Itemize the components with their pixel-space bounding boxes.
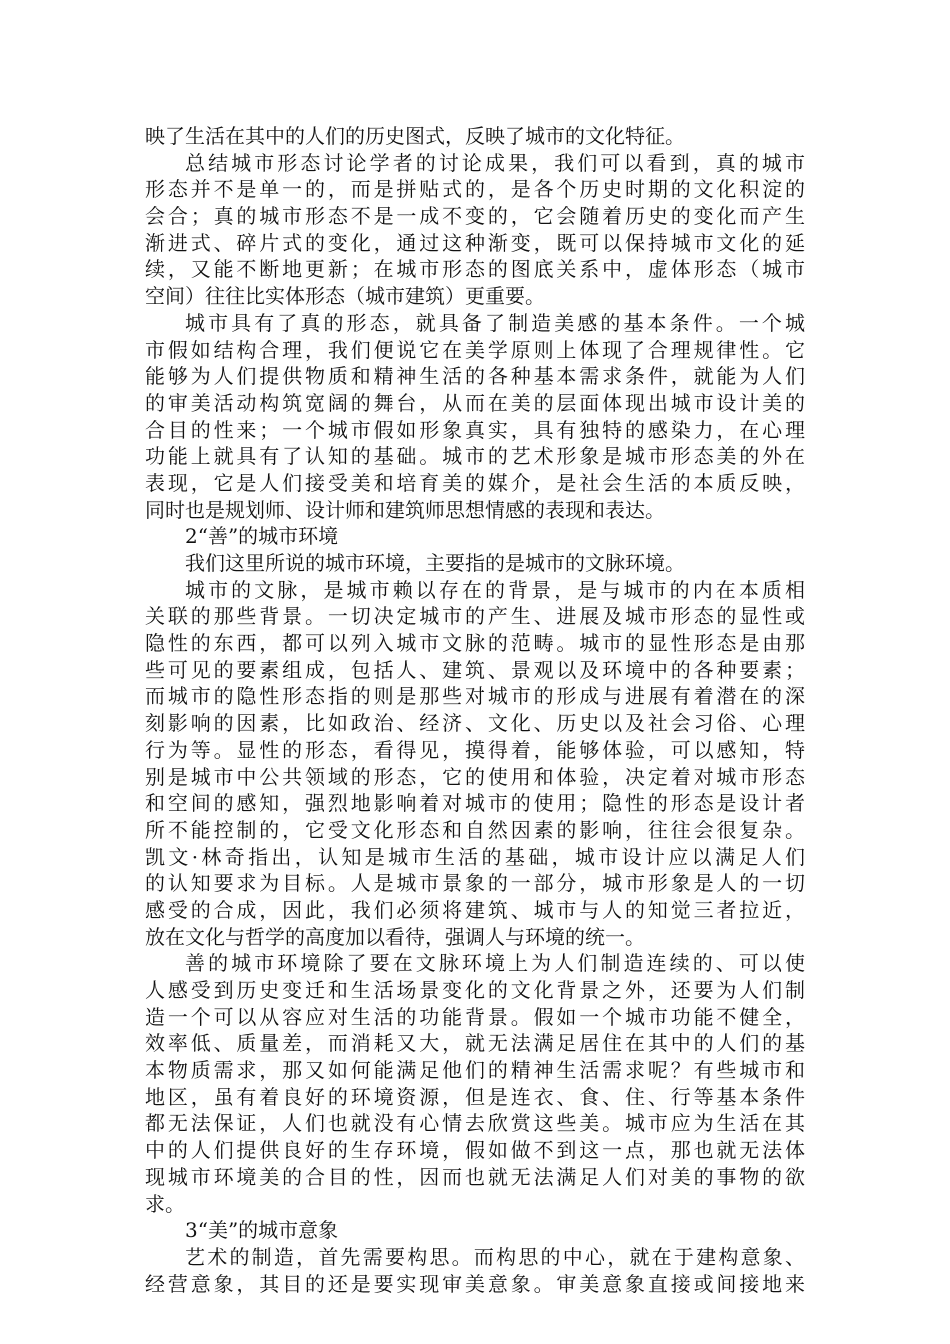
text-line: 映了生活在其中的人们的历史图式，反映了城市的文化特征。 xyxy=(145,124,685,148)
text-line: 城市的文脉，是城市赖以存在的背景，是与城市的内在本质相 xyxy=(185,577,805,602)
text-line: 形态并不是单一的，而是拼贴式的，是各个历史时期的文化积淀的 xyxy=(145,177,805,202)
text-line: 总结城市形态讨论学者的讨论成果，我们可以看到，真的城市 xyxy=(185,150,805,175)
text-line: 中的人们提供良好的生存环境，假如做不到这一点，那也就无法体 xyxy=(145,1138,805,1163)
body-text xyxy=(145,123,805,1297)
text-line: 续，又能不断地更新；在城市形态的图底关系中，虚体形态（城市 xyxy=(145,257,805,282)
text-line: 凯文·林奇指出，认知是城市生活的基础，城市设计应以满足人们 xyxy=(145,844,805,869)
text-line: 艺术的制造，首先需要构思。而构思的中心，就在于建构意象、 xyxy=(185,1244,805,1269)
text-line: 地区，虽有着良好的环境资源，但是连衣、食、住、行等基本条件 xyxy=(145,1084,805,1109)
text-line: 人感受到历史变迁和生活场景变化的文化背景之外，还要为人们制 xyxy=(145,978,805,1002)
text-line: 会合；真的城市形态不是一成不变的，它会随着历史的变化而产生 xyxy=(145,204,805,229)
text-line: 和空间的感知，强烈地影响着对城市的使用；隐性的形态是设计者 xyxy=(145,791,805,816)
text-line: 隐性的东西，都可以列入城市文脉的范畴。城市的显性形态是由那 xyxy=(145,631,805,656)
text-line: 求。 xyxy=(145,1191,185,1216)
text-line: 放在文化与哲学的高度加以看待，强调人与环境的统一。 xyxy=(145,924,645,949)
text-line: 空间）往往比实体形态（城市建筑）更重要。 xyxy=(145,284,545,309)
section-heading-line: 3“美”的城市意象 xyxy=(185,1218,339,1243)
text-line: 渐进式、碎片式的变化，通过这种渐变，既可以保持城市文化的延 xyxy=(145,230,805,255)
text-line: 行为等。显性的形态，看得见，摸得着，能够体验，可以感知，特 xyxy=(145,737,805,762)
text-line: 造一个可以从容应对生活的功能背景。假如一个城市功能不健全， xyxy=(145,1004,805,1029)
text-line: 善的城市环境除了要在文脉环境上为人们制造连续的、可以使 xyxy=(185,951,805,976)
section-heading-line: 我们这里所说的城市环境，主要指的是城市的文脉环境。 xyxy=(185,551,685,575)
text-line: 都无法保证，人们也就没有心情去欣赏这些美。城市应为生活在其 xyxy=(145,1111,805,1136)
text-line: 别是城市中公共领域的形态，它的使用和体验，决定着对城市形态 xyxy=(145,764,805,789)
text-line: 些可见的要素组成，包括人、建筑、景观以及环境中的各种要素； xyxy=(145,657,805,682)
text-line: 所不能控制的，它受文化形态和自然因素的影响，往往会很复杂。 xyxy=(145,817,805,842)
text-line: 合目的性来；一个城市假如形象真实，具有独特的感染力，在心理 xyxy=(145,417,805,442)
text-line: 表现，它是人们接受美和培育美的媒介，是社会生活的本质反映， xyxy=(145,470,805,495)
text-line: 而城市的隐性形态指的则是那些对城市的形成与进展有着潜在的深 xyxy=(145,684,805,709)
text-line: 市假如结构合理，我们便说它在美学原则上体现了合理规律性。它 xyxy=(145,337,805,362)
section-heading-line: 2“善”的城市环境 xyxy=(185,524,339,549)
text-line: 功能上就具有了认知的基础。城市的艺术形象是城市形态美的外在 xyxy=(145,444,805,469)
text-line: 经营意象，其目的还是要实现审美意象。审美意象直接或间接地来 xyxy=(145,1271,805,1296)
text-line: 现城市环境美的合目的性，因而也就无法满足人们对美的事物的欲 xyxy=(145,1164,805,1189)
text-line: 能够为人们提供物质和精神生活的各种基本需求条件，就能为人们 xyxy=(145,364,805,389)
text-line: 效率低、质量差，而消耗又大，就无法满足居住在其中的人们的基 xyxy=(145,1031,805,1056)
text-line: 刻影响的因素，比如政治、经济、文化、历史以及社会习俗、心理 xyxy=(145,711,805,736)
text-line: 感受的合成，因此，我们必须将建筑、城市与人的知觉三者拉近， xyxy=(145,897,805,922)
text-line: 同时也是规划师、设计师和建筑师思想情感的表现和表达。 xyxy=(145,497,665,522)
text-line: 的审美活动构筑宽阔的舞台，从而在美的层面体现出城市设计美的 xyxy=(145,390,805,415)
text-line: 本物质需求，那又如何能满足他们的精神生活需求呢？有些城市和 xyxy=(145,1058,805,1083)
text-line: 的认知要求为目标。人是城市景象的一部分，城市形象是人的一切 xyxy=(145,871,805,896)
text-line: 城市具有了真的形态，就具备了制造美感的基本条件。一个城 xyxy=(185,310,805,335)
text-line: 关联的那些背景。一切决定城市的产生、进展及城市形态的显性或 xyxy=(145,604,805,629)
